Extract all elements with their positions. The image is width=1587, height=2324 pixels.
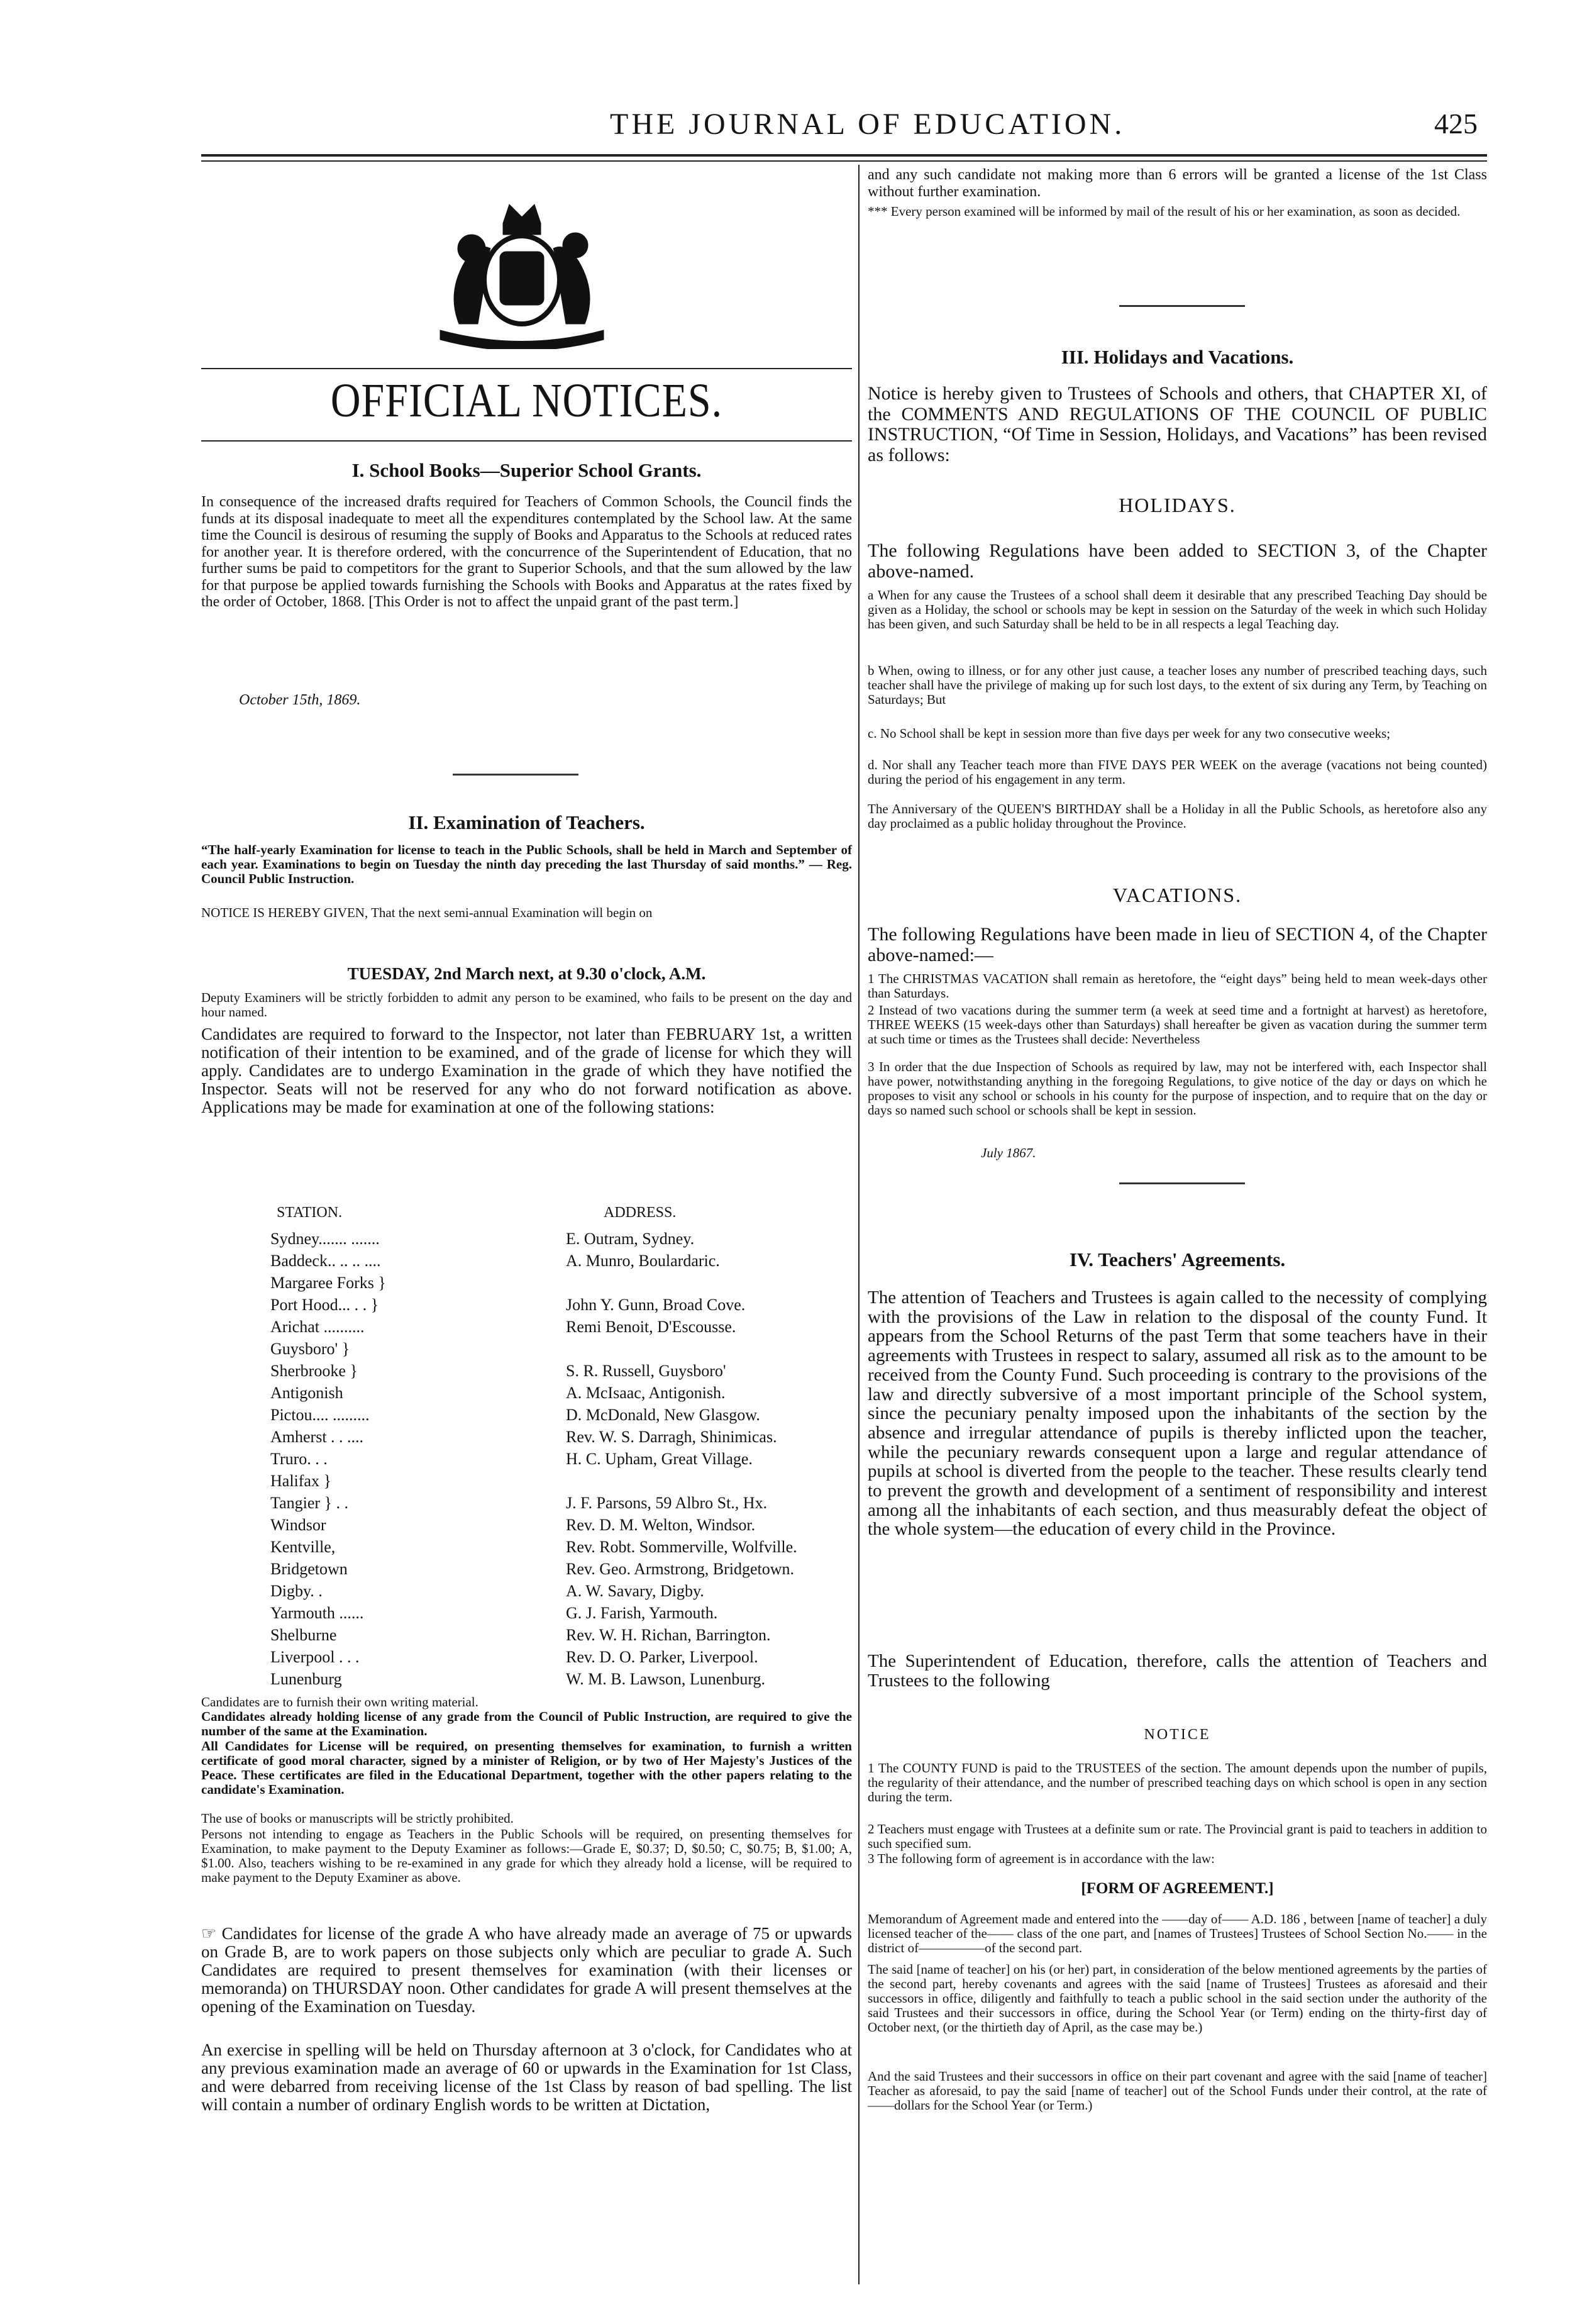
- result-note: *** Every person examined will be informed by mail of the result of his or her examination, as soon as decided.: [868, 204, 1461, 219]
- station-address: Rev. Geo. Armstrong, Bridgetown.: [566, 1560, 794, 1578]
- station-name: Bridgetown: [270, 1560, 348, 1578]
- station-name: Kentville,: [270, 1538, 336, 1556]
- station-row: [270, 1538, 855, 1560]
- address-header: ADDRESS.: [604, 1204, 677, 1221]
- station-name: Guysboro' }: [270, 1340, 350, 1358]
- station-address: A. Munro, Boulardaric.: [566, 1252, 720, 1270]
- station-name: Lunenburg: [270, 1670, 342, 1688]
- crest-rule: [201, 368, 852, 369]
- station-row: [270, 1274, 855, 1296]
- holidays-regulations-intro: The following Regulations have been added to SECTION 3, of the Chapter above-named.: [868, 540, 1487, 582]
- station-row: [270, 1340, 855, 1362]
- station-address: Rev. Robt. Sommerville, Wolfville.: [566, 1538, 797, 1556]
- vacations-regulations-intro: The following Regulations have been made in lieu of SECTION 4, of the Chapter above-named:—: [868, 924, 1487, 965]
- station-row: [270, 1406, 855, 1428]
- station-name: Arichat ..........: [270, 1318, 365, 1336]
- holidays-item: a When for any cause the Trustees of a school shall deem it desirable that any prescribed Teaching Day should be given as a Holiday, the school or schools may be kept in session on the Saturday of the week in which such Holiday has been given, and such Saturday shall be held to be in all respects a legal Teaching day.: [868, 587, 1487, 631]
- form-paragraph: And the said Trustees and their successors in office on their part covenant and agree with the said [name of teacher] Teacher as aforesaid, to pay the said [name of teacher] out of the School Funds under their control, at the rate of ——dollars for the School Year (or Term.): [868, 2069, 1487, 2113]
- holidays-item: b When, owing to illness, or for any other just cause, a teacher loses any number of prescribed teaching days, such teacher shall have the privilege of making up for such lost days, to the extent of six during any Term, by Teaching on Saturdays; But: [868, 663, 1487, 707]
- section-heading-examination: II. Examination of Teachers.: [408, 811, 645, 833]
- notice-item: 2 Teachers must engage with Trustees at a definite sum or rate. The Provincial grant is paid to teachers in addition to such specified sum.: [868, 1821, 1487, 1851]
- journal-title: THE JOURNAL OF EDUCATION.: [610, 108, 1125, 141]
- station-address: Rev. D. M. Welton, Windsor.: [566, 1516, 756, 1534]
- agreements-body: The attention of Teachers and Trustees is again called to the necessity of complying with the provisions of the Law in relation to the disposal of the county Fund. It appears from the School Returns of the past Term that some teachers have in their agreements with Trustees in respect to salary, assumed all risk as to the amount to be received from the County Fund. Such proceeding is contrary to the provisions of the law and directly subversive of a most important principle of the School system, since the pecuniary penalty imposed upon the inhabitants of the section by the absence and irregular attendance of pupils is thereby inflicted upon the teacher, while the pecuniary rewards consequent upon a large and regular attendance of pupils at school is diverted from the people to the teacher. These results clearly tend to prevent the growth and development of a sentiment of responsibility and interest among all the inhabitants of each section, and thus measurably defeat the object of the whole system—the education of every child in the Province.: [868, 1287, 1487, 1540]
- station-name: Windsor: [270, 1516, 326, 1534]
- station-row: [270, 1516, 855, 1538]
- station-name: Port Hood... . . }: [270, 1296, 379, 1314]
- station-row: [270, 1472, 855, 1494]
- holidays-item: c. No School shall be kept in session more than five days per week for any two consecutive weeks;: [868, 726, 1391, 741]
- exam-date-line: TUESDAY, 2nd March next, at 9.30 o'clock, A.M.: [347, 964, 706, 983]
- notice-title: NOTICE: [1144, 1726, 1211, 1743]
- station-name: Halifax }: [270, 1472, 331, 1490]
- station-row: [270, 1648, 855, 1670]
- station-row: [270, 1428, 855, 1450]
- station-row: [270, 1252, 855, 1274]
- deputy-examiners-notice: Deputy Examiners will be strictly forbidden to admit any person to be examined, who fails to be present on the day and hour named.: [201, 990, 852, 1020]
- section1-date: October 15th, 1869.: [239, 692, 361, 708]
- page-number: 425: [1434, 108, 1478, 140]
- station-row: [270, 1670, 855, 1692]
- section-separator: [1119, 305, 1245, 307]
- vacations-item: 2 Instead of two vacations during the summer term (a week at seed time and a fortnight at harvest) as heretofore, THREE WEEKS (15 week-days other than Saturdays) shall hereafter be given as vacation during the summer term at such time or times as the Trustees shall decide: Nevertheless: [868, 1003, 1487, 1047]
- section-separator: [453, 774, 578, 776]
- holidays-item: d. Nor shall any Teacher teach more than FIVE DAYS PER WEEK on the average (vacations not being counted) during the period of his engagement in any term.: [868, 757, 1487, 787]
- station-address: W. M. B. Lawson, Lunenburg.: [566, 1670, 766, 1688]
- official-rule: [201, 440, 852, 442]
- candidates-notice: Candidates are required to forward to the Inspector, not later than FEBRUARY 1st, a written notification of their intention to be examined, and of the grade of license for which they will apply. Candidates are to undergo Examination in the grade of which they have notified the Inspector. Seats will not be reserved for any who do not forward notification as above. Applications may be made for examination at one of the following stations:: [201, 1025, 852, 1116]
- station-address: G. J. Farish, Yarmouth.: [566, 1604, 718, 1622]
- masthead-rule: [201, 154, 1487, 157]
- station-name: Margaree Forks }: [270, 1274, 386, 1292]
- exam-notice: NOTICE IS HEREBY GIVEN, That the next semi-annual Examination will begin on: [201, 905, 653, 920]
- station-address: Rev. D. O. Parker, Liverpool.: [566, 1648, 758, 1666]
- section-heading-holidays: III. Holidays and Vacations.: [1061, 346, 1294, 368]
- holidays-item: The Anniversary of the QUEEN'S BIRTHDAY shall be a Holiday in all the Public Schools, as heretofore also any day proclaimed as a public holiday throughout the Province.: [868, 801, 1487, 831]
- station-row: [270, 1362, 855, 1384]
- notice-item: 3 The following form of agreement is in accordance with the law:: [868, 1851, 1215, 1866]
- station-address: D. McDonald, New Glasgow.: [566, 1406, 760, 1424]
- station-row: [270, 1626, 855, 1648]
- station-address: E. Outram, Sydney.: [566, 1230, 695, 1248]
- station-name: Pictou.... .........: [270, 1406, 370, 1424]
- vacations-title: VACATIONS.: [1112, 884, 1242, 906]
- masthead-rule-thin: [201, 160, 1487, 162]
- station-name: Liverpool . . .: [270, 1648, 360, 1666]
- station-address: A. McIsaac, Antigonish.: [566, 1384, 726, 1402]
- exam-rule: Candidates already holding license of any grade from the Council of Public Instruction, are required to give the number of the same at the Examination.: [201, 1709, 852, 1738]
- section-heading-school-books: I. School Books—Superior School Grants.: [351, 459, 702, 481]
- column-divider: [858, 165, 860, 2284]
- stations-table: [270, 1230, 855, 1692]
- station-row: [270, 1582, 855, 1604]
- station-name: Sherbrooke }: [270, 1362, 358, 1380]
- station-name: Sydney....... .......: [270, 1230, 380, 1248]
- vacations-date: July 1867.: [981, 1145, 1036, 1160]
- form-paragraph: Memorandum of Agreement made and entered into the ——day of—— A.D. 186 , between [name of teacher] a duly licensed teacher of the—— class of the one part, and [names of Trustees] Trustees of School Section No.—— in the district of—————of the second part.: [868, 1911, 1487, 1955]
- station-address: A. W. Savary, Digby.: [566, 1582, 704, 1600]
- exam-rule: Persons not intending to engage as Teachers in the Public Schools will be required, on presenting themselves for Examination, to make payment to the Deputy Examiner as follows:—Grade E, $0.37; D, $0.50; C, $0.75; B, $1.00; A, $1.00. Also, teachers wishing to be re-examined in any grade for which they already hold a license, will be required to make payment to the Deputy Examiner as above.: [201, 1826, 852, 1885]
- exam-rule: The use of books or manuscripts will be strictly prohibited.: [201, 1811, 514, 1826]
- station-address: S. R. Russell, Guysboro': [566, 1362, 726, 1380]
- station-name: Shelburne: [270, 1626, 337, 1644]
- section-separator: [1119, 1182, 1245, 1184]
- station-row: [270, 1318, 855, 1340]
- station-name: Yarmouth ......: [270, 1604, 364, 1622]
- holidays-title: HOLIDAYS.: [1119, 494, 1236, 516]
- station-row: [270, 1494, 855, 1516]
- station-row: [270, 1450, 855, 1472]
- notice-item: 1 The COUNTY FUND is paid to the TRUSTEES of the section. The amount depends upon the number of pupils, the regularity of their attendance, and the number of prescribed teaching days on which school is open in any section during the term.: [868, 1760, 1487, 1804]
- official-notices-title: OFFICIAL NOTICES.: [330, 374, 723, 428]
- station-header: STATION.: [277, 1204, 343, 1221]
- station-address: H. C. Upham, Great Village.: [566, 1450, 753, 1468]
- station-address: J. F. Parsons, 59 Albro St., Hx.: [566, 1494, 768, 1512]
- section1-body: In consequence of the increased drafts required for Teachers of Common Schools, the Council finds the funds at its disposal inadequate to meet all the expenditures contemplated by the School law. At the same time the Council is desirous of resuming the supply of Books and Apparatus to the Schools at reduced rates for another year. It is therefore ordered, with the concurrence of the Superintendent of Education, that no further sums be paid to competitors for the grant to Superior Schools, and that the sum allowed by the law for that purpose be applied towards furnishing the Schools with Books and Apparatus at the rates fixed by the order of October, 1868. [This Order is not to affect the unpaid grant of the past term.]: [201, 494, 852, 610]
- vacations-item: 1 The CHRISTMAS VACATION shall remain as heretofore, the “eight days” being held to mean week-days other than Saturdays.: [868, 971, 1487, 1001]
- exam-rule: All Candidates for License will be required, on presenting themselves for examination, to furnish a written certificate of good moral character, signed by a minister of Religion, or by two of Her Majesty's Justices of the Peace. These certificates are filed in the Educational Department, together with the other papers relating to the candidate's Examination.: [201, 1738, 852, 1797]
- station-row: [270, 1296, 855, 1318]
- station-row: [270, 1384, 855, 1406]
- station-name: Digby. .: [270, 1582, 323, 1600]
- station-row: [270, 1560, 855, 1582]
- masthead: [201, 101, 1484, 151]
- grade-a-notice: ☞ Candidates for license of the grade A who have already made an average of 75 or upwards on Grade B, are to work papers on those subjects only which are peculiar to grade A. Such Candidates are required to present themselves for examination (with their licenses or memoranda) on THURSDAY noon. Other candidates for grade A will present themselves at the opening of the Examination on Tuesday.: [201, 1924, 852, 2016]
- station-name: Tangier } . .: [270, 1494, 349, 1512]
- agreements-body2: The Superintendent of Education, therefore, calls the attention of Teachers and Trustees to the following: [868, 1651, 1487, 1691]
- holidays-intro: Notice is hereby given to Trustees of Schools and others, that CHAPTER XI, of the COMMENTS AND REGULATIONS OF THE COUNCIL OF PUBLIC INSTRUCTION, “Of Time in Session, Holidays, and Vacations” has been revised as follows:: [868, 383, 1487, 465]
- station-name: Baddeck.. .. .. ....: [270, 1252, 381, 1270]
- form-paragraph: The said [name of teacher] on his (or her) part, in consideration of the below mentioned agreements by the parties of the second part, hereby covenants and agrees with the said [name of Trustees] Trustees as aforesaid and their successors in office, diligently and faithfully to teach a public school in the said section under the authority of the said Trustees and their successors in office, during the School Year (or Term) ending on the thirty-first day of October next, (or the thirtieth day of April, as the case may be.): [868, 1962, 1487, 2035]
- station-address: John Y. Gunn, Broad Cove.: [566, 1296, 746, 1314]
- station-name: Antigonish: [270, 1384, 343, 1402]
- royal-crest-icon: [390, 179, 654, 349]
- exam-rule: Candidates are to furnish their own writing material.: [201, 1694, 478, 1710]
- station-address: Rev. W. H. Richan, Barrington.: [566, 1626, 771, 1644]
- station-address: Remi Benoit, D'Escousse.: [566, 1318, 736, 1336]
- spelling-notice: An exercise in spelling will be held on Thursday afternoon at 3 o'clock, for Candidates who at any previous examination made an average of 60 or upwards in the Examination for 1st Class, and were debarred from receiving license of the 1st Class by reason of bad spelling. The list will contain a number of ordinary English words to be written at Dictation,: [201, 2040, 852, 2114]
- station-row: [270, 1230, 855, 1252]
- station-address: Rev. W. S. Darragh, Shinimicas.: [566, 1428, 777, 1446]
- exam-regulation-quote: “The half-yearly Examination for license to teach in the Public Schools, shall be held in March and September of each year. Examinations to begin on Tuesday the ninth day preceding the last Thursday of said months.” — Reg. Council Public Instruction.: [201, 842, 852, 886]
- section-heading-agreements: IV. Teachers' Agreements.: [1069, 1248, 1286, 1270]
- station-name: Amherst . . ....: [270, 1428, 364, 1446]
- station-name: Truro. . .: [270, 1450, 328, 1468]
- form-title: [FORM OF AGREEMENT.]: [1081, 1880, 1274, 1897]
- vacations-item: 3 In order that the due Inspection of Schools as required by law, may not be interfered with, each Inspector shall have power, notwithstanding anything in the foregoing Regulations, to give notice of the day or days on which he proposes to visit any school or schools in his county for the purpose of inspection, and to require that on the day or days so named such school or schools shall be kept in session.: [868, 1059, 1487, 1118]
- spelling-notice-continued: and any such candidate not making more than 6 errors will be granted a license of the 1st Class without further examination.: [868, 167, 1487, 200]
- station-row: [270, 1604, 855, 1626]
